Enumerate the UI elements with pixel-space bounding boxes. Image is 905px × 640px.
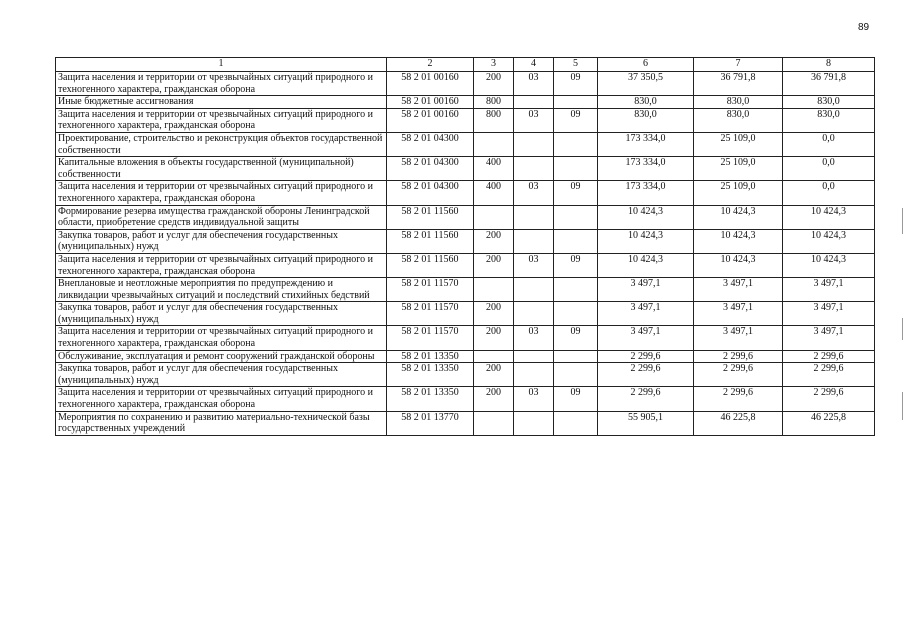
row-section: 03 <box>514 72 554 96</box>
row-code: 58 2 01 13770 <box>387 411 474 435</box>
row-code: 58 2 01 11560 <box>387 229 474 253</box>
row-amount-col8: 46 225,8 <box>783 411 875 435</box>
table-row <box>56 205 875 229</box>
scan-edge-mark <box>902 318 903 340</box>
row-code: 58 2 01 13350 <box>387 350 474 363</box>
column-header: 3 <box>474 58 514 72</box>
row-code: 58 2 01 00160 <box>387 108 474 132</box>
row-amount-col6: 2 299,6 <box>598 387 694 411</box>
row-amount-col7: 830,0 <box>694 108 783 132</box>
table-row <box>56 363 875 387</box>
row-code: 58 2 01 04300 <box>387 157 474 181</box>
row-name: Закупка товаров, работ и услуг для обеспечения государственных (муниципальных) нужд <box>56 363 387 387</box>
row-amount-col8: 0,0 <box>783 132 875 156</box>
row-subsection: 09 <box>554 181 598 205</box>
row-amount-col8: 3 497,1 <box>783 326 875 350</box>
table-row <box>56 350 875 363</box>
row-expense-type: 200 <box>474 229 514 253</box>
row-section <box>514 157 554 181</box>
row-subsection <box>554 363 598 387</box>
row-name: Защита населения и территории от чрезвычайных ситуаций природного и техногенного характера, гражданская оборона <box>56 108 387 132</box>
row-subsection <box>554 302 598 326</box>
row-amount-col7: 3 497,1 <box>694 326 783 350</box>
row-amount-col6: 3 497,1 <box>598 278 694 302</box>
column-header: 4 <box>514 58 554 72</box>
table-row <box>56 181 875 205</box>
row-name: Обслуживание, эксплуатация и ремонт сооружений гражданской обороны <box>56 350 387 363</box>
table-row <box>56 387 875 411</box>
row-amount-col7: 36 791,8 <box>694 72 783 96</box>
row-amount-col8: 830,0 <box>783 108 875 132</box>
row-expense-type: 800 <box>474 96 514 109</box>
row-subsection <box>554 350 598 363</box>
scan-edge-mark <box>902 208 903 234</box>
row-amount-col6: 2 299,6 <box>598 350 694 363</box>
row-section <box>514 132 554 156</box>
column-header: 5 <box>554 58 598 72</box>
row-section <box>514 205 554 229</box>
row-name: Защита населения и территории от чрезвычайных ситуаций природного и техногенного характера, гражданская оборона <box>56 181 387 205</box>
row-amount-col8: 10 424,3 <box>783 229 875 253</box>
table-row <box>56 72 875 96</box>
row-subsection <box>554 132 598 156</box>
row-amount-col8: 2 299,6 <box>783 350 875 363</box>
table-row <box>56 229 875 253</box>
row-expense-type <box>474 350 514 363</box>
row-amount-col7: 3 497,1 <box>694 302 783 326</box>
row-name: Закупка товаров, работ и услуг для обеспечения государственных (муниципальных) нужд <box>56 229 387 253</box>
row-amount-col6: 2 299,6 <box>598 363 694 387</box>
row-name: Проектирование, строительство и реконструкция объектов государственной собственности <box>56 132 387 156</box>
row-amount-col8: 3 497,1 <box>783 278 875 302</box>
row-subsection <box>554 278 598 302</box>
row-section <box>514 96 554 109</box>
row-section: 03 <box>514 326 554 350</box>
page-number: 89 <box>858 22 870 33</box>
table-row <box>56 326 875 350</box>
row-subsection <box>554 229 598 253</box>
row-amount-col7: 10 424,3 <box>694 229 783 253</box>
column-header: 1 <box>56 58 387 72</box>
row-amount-col6: 830,0 <box>598 108 694 132</box>
row-name: Защита населения и территории от чрезвычайных ситуаций природного и техногенного характера, гражданская оборона <box>56 72 387 96</box>
row-code: 58 2 01 04300 <box>387 181 474 205</box>
row-amount-col7: 2 299,6 <box>694 363 783 387</box>
row-code: 58 2 01 04300 <box>387 132 474 156</box>
row-amount-col6: 10 424,3 <box>598 229 694 253</box>
row-subsection: 09 <box>554 253 598 277</box>
row-name: Защита населения и территории от чрезвычайных ситуаций природного и техногенного характера, гражданская оборона <box>56 387 387 411</box>
row-code: 58 2 01 00160 <box>387 72 474 96</box>
row-code: 58 2 01 11560 <box>387 253 474 277</box>
row-amount-col7: 2 299,6 <box>694 350 783 363</box>
row-amount-col8: 10 424,3 <box>783 253 875 277</box>
row-section <box>514 363 554 387</box>
row-expense-type: 200 <box>474 253 514 277</box>
row-expense-type <box>474 132 514 156</box>
row-amount-col6: 173 334,0 <box>598 181 694 205</box>
row-amount-col6: 37 350,5 <box>598 72 694 96</box>
row-code: 58 2 01 11570 <box>387 326 474 350</box>
row-name: Закупка товаров, работ и услуг для обеспечения государственных (муниципальных) нужд <box>56 302 387 326</box>
row-amount-col7: 25 109,0 <box>694 157 783 181</box>
row-section <box>514 229 554 253</box>
row-code: 58 2 01 11560 <box>387 205 474 229</box>
table-row <box>56 108 875 132</box>
column-header: 8 <box>783 58 875 72</box>
row-amount-col8: 830,0 <box>783 96 875 109</box>
row-section: 03 <box>514 253 554 277</box>
row-amount-col8: 0,0 <box>783 181 875 205</box>
table-row <box>56 278 875 302</box>
row-name: Формирование резерва имущества гражданской обороны Ленинградской области, приобретение средств индивидуальной защиты <box>56 205 387 229</box>
row-name: Внеплановые и неотложные мероприятия по предупреждению и ликвидации чрезвычайных ситуаций и последствий стихийных бедствий <box>56 278 387 302</box>
row-code: 58 2 01 13350 <box>387 363 474 387</box>
row-expense-type: 200 <box>474 326 514 350</box>
row-name: Мероприятия по сохранению и развитию материально-технической базы государственных учреждений <box>56 411 387 435</box>
row-amount-col6: 3 497,1 <box>598 302 694 326</box>
row-amount-col8: 0,0 <box>783 157 875 181</box>
row-section: 03 <box>514 108 554 132</box>
row-amount-col7: 10 424,3 <box>694 253 783 277</box>
row-code: 58 2 01 00160 <box>387 96 474 109</box>
row-expense-type: 200 <box>474 72 514 96</box>
row-amount-col6: 173 334,0 <box>598 132 694 156</box>
column-header: 2 <box>387 58 474 72</box>
table-row <box>56 253 875 277</box>
row-amount-col6: 3 497,1 <box>598 326 694 350</box>
row-section <box>514 350 554 363</box>
row-name: Защита населения и территории от чрезвычайных ситуаций природного и техногенного характера, гражданская оборона <box>56 253 387 277</box>
row-subsection: 09 <box>554 108 598 132</box>
row-name: Защита населения и территории от чрезвычайных ситуаций природного и техногенного характера, гражданская оборона <box>56 326 387 350</box>
row-section <box>514 302 554 326</box>
row-section <box>514 411 554 435</box>
row-code: 58 2 01 11570 <box>387 302 474 326</box>
row-name: Капитальные вложения в объекты государственной (муниципальной) собственности <box>56 157 387 181</box>
table-row <box>56 157 875 181</box>
row-expense-type: 400 <box>474 181 514 205</box>
row-subsection <box>554 205 598 229</box>
row-amount-col7: 10 424,3 <box>694 205 783 229</box>
row-amount-col8: 10 424,3 <box>783 205 875 229</box>
row-subsection: 09 <box>554 387 598 411</box>
row-section: 03 <box>514 181 554 205</box>
row-amount-col7: 3 497,1 <box>694 278 783 302</box>
row-subsection <box>554 157 598 181</box>
row-subsection <box>554 411 598 435</box>
row-expense-type: 200 <box>474 302 514 326</box>
table-row <box>56 411 875 435</box>
row-subsection: 09 <box>554 326 598 350</box>
table-header-row <box>56 58 875 72</box>
row-amount-col6: 10 424,3 <box>598 253 694 277</box>
row-amount-col7: 46 225,8 <box>694 411 783 435</box>
row-amount-col6: 55 905,1 <box>598 411 694 435</box>
row-section: 03 <box>514 387 554 411</box>
row-amount-col7: 830,0 <box>694 96 783 109</box>
row-code: 58 2 01 11570 <box>387 278 474 302</box>
row-expense-type: 200 <box>474 363 514 387</box>
column-header: 6 <box>598 58 694 72</box>
row-code: 58 2 01 13350 <box>387 387 474 411</box>
scan-edge-mark <box>902 392 903 420</box>
row-expense-type <box>474 205 514 229</box>
row-amount-col6: 10 424,3 <box>598 205 694 229</box>
table-row <box>56 302 875 326</box>
row-amount-col6: 830,0 <box>598 96 694 109</box>
table-row <box>56 132 875 156</box>
row-expense-type: 200 <box>474 387 514 411</box>
row-amount-col8: 2 299,6 <box>783 363 875 387</box>
row-section <box>514 278 554 302</box>
row-expense-type: 800 <box>474 108 514 132</box>
row-amount-col7: 25 109,0 <box>694 132 783 156</box>
row-expense-type <box>474 278 514 302</box>
row-expense-type: 400 <box>474 157 514 181</box>
column-header: 7 <box>694 58 783 72</box>
row-amount-col6: 173 334,0 <box>598 157 694 181</box>
row-amount-col8: 36 791,8 <box>783 72 875 96</box>
budget-table <box>55 57 875 436</box>
row-subsection <box>554 96 598 109</box>
table-body <box>56 72 875 436</box>
row-amount-col7: 2 299,6 <box>694 387 783 411</box>
row-amount-col8: 3 497,1 <box>783 302 875 326</box>
table-row <box>56 96 875 109</box>
row-subsection: 09 <box>554 72 598 96</box>
row-amount-col8: 2 299,6 <box>783 387 875 411</box>
row-name: Иные бюджетные ассигнования <box>56 96 387 109</box>
row-amount-col7: 25 109,0 <box>694 181 783 205</box>
row-expense-type <box>474 411 514 435</box>
